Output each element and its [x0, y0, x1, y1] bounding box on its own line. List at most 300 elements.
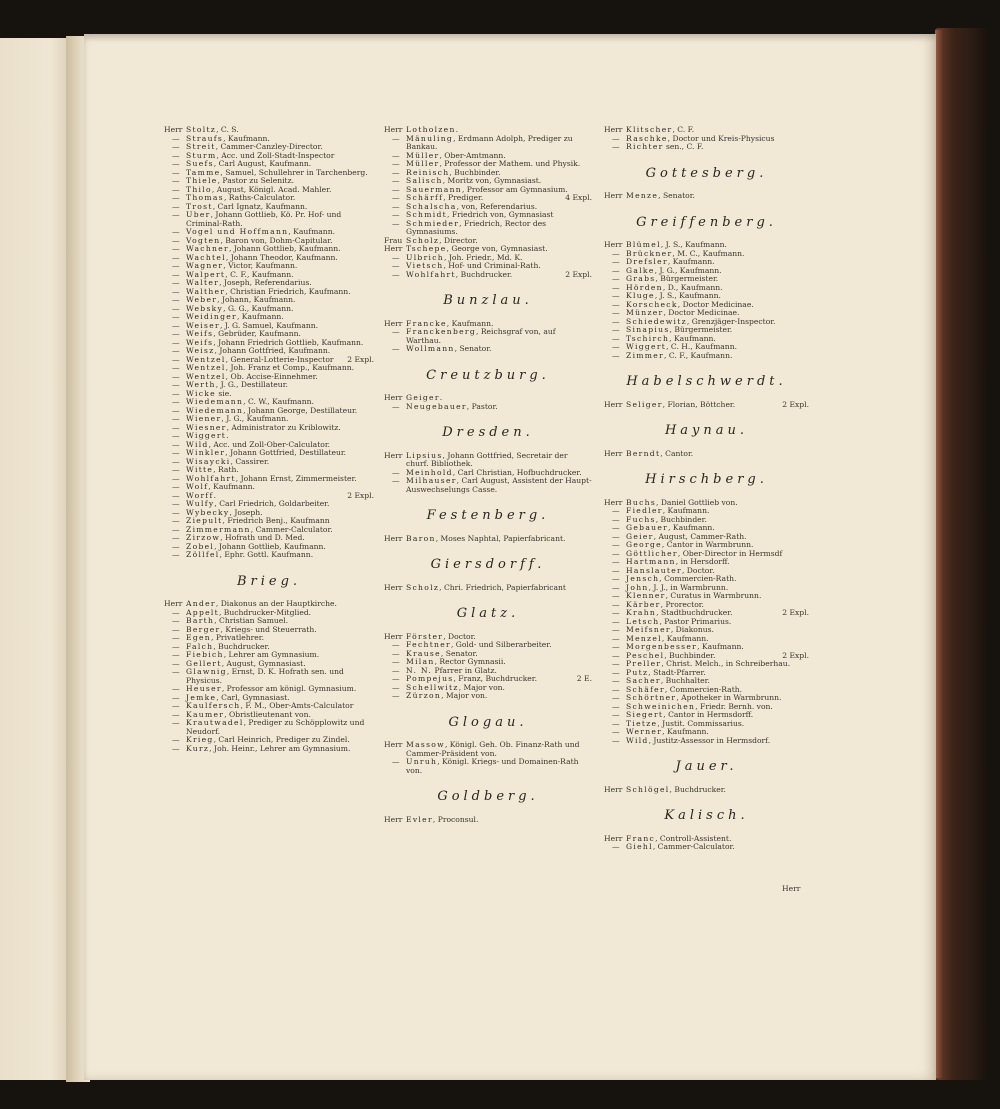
- entry-prefix: —: [172, 261, 180, 270]
- subscriber-name: Franc: [626, 833, 656, 843]
- subscriber-name: Wentzel: [186, 371, 226, 381]
- entry-prefix: Herr: [604, 240, 623, 249]
- subscriber-entry: [384, 452, 592, 469]
- entry-prefix: —: [392, 269, 400, 279]
- subscriber-name: Werner: [626, 727, 663, 736]
- subscriber-details: , Kriegs- und Steuerrath.: [220, 624, 317, 634]
- subscriber-details: , Pastor Primarius.: [659, 616, 732, 626]
- subscriber-name: Trost: [186, 201, 213, 211]
- subscriber-name: Schmidt: [406, 210, 447, 219]
- subscriber-name: Hörden: [626, 282, 663, 292]
- subscriber-entry: [164, 551, 374, 560]
- entry-prefix: —: [392, 757, 400, 766]
- subscriber-details: , Kaufmann.: [662, 506, 710, 515]
- entry-prefix: —: [172, 167, 180, 177]
- subscriber-details: , Prediger zu Schöpplowitz und Neudorf.: [186, 718, 365, 736]
- subscriber-details: , Buchbinder.: [449, 167, 501, 177]
- entry-prefix: —: [612, 248, 620, 258]
- entry-prefix: —: [172, 473, 180, 483]
- entry-prefix: —: [172, 278, 180, 287]
- subscriber-details: , Controll-Assistent.: [655, 833, 732, 843]
- entry-prefix: —: [392, 344, 400, 353]
- subscriber-name: Wild: [186, 439, 209, 449]
- subscriber-details: , Buchbinder.: [655, 514, 707, 524]
- subscriber-name: Gellert: [186, 658, 222, 668]
- entry-prefix: Herr: [384, 582, 403, 592]
- entry-prefix: —: [612, 710, 620, 719]
- entry-prefix: Herr: [384, 125, 403, 134]
- subscriber-name: Milan: [406, 657, 435, 666]
- subscriber-name: Vogten: [186, 235, 221, 245]
- entry-prefix: —: [392, 176, 400, 185]
- subscriber-name: Milhauser: [406, 476, 457, 485]
- subscriber-name: Krieg: [186, 735, 214, 744]
- subscriber-details: , Major von.: [441, 691, 488, 700]
- subscriber-details: .: [213, 490, 217, 500]
- entry-prefix: —: [392, 167, 400, 177]
- subscriber-name: Wiggert: [626, 342, 667, 351]
- subscriber-name: Mänuling: [406, 133, 454, 143]
- subscriber-name: Lipsius: [406, 450, 443, 460]
- subscriber-name: Geier: [626, 531, 654, 541]
- entry-prefix: —: [172, 184, 180, 194]
- subscriber-name: Kurz: [186, 743, 210, 753]
- entry-prefix: —: [172, 499, 180, 508]
- subscriber-name: Schweinichen: [626, 701, 696, 711]
- city-heading: Habelschwerdt.: [626, 374, 787, 389]
- subscriber-name: Korscheck: [626, 299, 678, 309]
- subscriber-details: , Doctor.: [681, 565, 715, 575]
- subscriber-details: , Gebrüder, Kaufmann.: [213, 329, 301, 338]
- subscriber-name: Menzel: [626, 633, 662, 643]
- entry-prefix: Herr: [604, 448, 623, 458]
- subscriber-details: , Friedrich von, Gymnasiast: [447, 210, 554, 219]
- subscriber-name: Sauermann: [406, 184, 462, 194]
- subscriber-name: Berger: [186, 624, 221, 634]
- copies-count: 2 Expl.: [782, 650, 809, 660]
- entry-prefix: —: [172, 405, 180, 415]
- subscriber-details: , Stadt-Pfarrer.: [648, 667, 706, 677]
- subscriber-details: , Johann Gottlieb, Kaufmann.: [214, 541, 326, 551]
- subscriber-name: Brückner: [626, 248, 673, 258]
- subscriber-name: Zobel: [186, 541, 215, 551]
- entry-prefix: —: [612, 599, 620, 609]
- subscriber-details: , Johann Theodor, Kaufmann.: [225, 252, 338, 262]
- entry-prefix: Herr: [384, 533, 403, 543]
- entry-prefix: —: [612, 693, 620, 702]
- entry-prefix: —: [612, 842, 620, 851]
- subscriber-details: , General-Lotterie-Inspector: [225, 354, 334, 364]
- subscriber-name: Tietze: [626, 718, 658, 728]
- entry-prefix: —: [392, 261, 400, 270]
- subscriber-details: , Friedr. Bernh. von.: [695, 701, 773, 711]
- subscriber-details: , Buchbinder.: [664, 650, 716, 660]
- subscriber-name: Evler: [406, 814, 433, 824]
- subscriber-entry: [384, 345, 592, 354]
- subscriber-details: , Friedrich Benj., Kaufmann: [222, 516, 330, 525]
- entry-prefix: Herr: [384, 631, 403, 641]
- subscriber-name: Walpert: [186, 269, 226, 279]
- entry-prefix: —: [172, 456, 180, 466]
- subscriber-details: , von, Referendarius.: [456, 201, 538, 211]
- copies-count: 2 Expl.: [782, 608, 809, 617]
- copies-count: 2 Expl.: [347, 490, 374, 500]
- column-left: [164, 126, 374, 753]
- subscriber-name: Jemke: [186, 692, 217, 702]
- entry-prefix: —: [172, 633, 180, 642]
- subscriber-name: Walther: [186, 286, 226, 296]
- subscriber-name: Krautwadel: [186, 718, 244, 727]
- subscriber-name: Zirzow: [186, 533, 221, 542]
- entry-prefix: —: [392, 150, 400, 160]
- subscriber-details: , Hofrath und D. Med.: [220, 533, 305, 542]
- subscriber-details: , Johann Gottfried, Destillateur.: [225, 448, 347, 457]
- entry-prefix: Herr: [384, 393, 403, 402]
- subscriber-details: , Joh. Friedr., Md. K.: [444, 252, 523, 262]
- subscriber-details: , Buchdrucker.: [669, 784, 726, 794]
- subscriber-name: Weifs: [186, 329, 214, 338]
- subscriber-name: Wiesner: [186, 422, 227, 432]
- entry-prefix: Herr: [384, 450, 403, 460]
- subscriber-details: , Obristlieutenant von.: [224, 709, 311, 719]
- subscriber-details: , Johann Gottfried, Secretair der churf. Bibliothek.: [406, 450, 568, 468]
- entry-prefix: —: [172, 533, 180, 542]
- subscriber-details: , Königl. Geh. Ob. Finanz-Rath und Cammer-Präsident von.: [406, 740, 580, 758]
- subscriber-entry: [604, 143, 809, 152]
- subscriber-details: , Cantor in Warmbrunn.: [661, 540, 754, 549]
- entry-prefix: —: [172, 641, 180, 651]
- subscriber-name: Barth: [186, 616, 215, 625]
- subscriber-details: , Samuel, Schullehrer in Tarchenberg.: [220, 167, 368, 177]
- entry-prefix: —: [172, 320, 180, 330]
- entry-prefix: —: [392, 640, 400, 649]
- subscriber-name: Wybecky: [186, 507, 230, 517]
- subscriber-details: , Friedrich, Rector des Gymnasiums.: [406, 218, 547, 236]
- subscriber-name: Lotholzen: [406, 125, 456, 134]
- catchword: Herr: [782, 884, 801, 893]
- entry-prefix: —: [612, 625, 620, 634]
- book-page: [84, 34, 936, 1080]
- subscriber-name: Scholz: [406, 582, 440, 592]
- entry-prefix: —: [612, 676, 620, 685]
- subscriber-entry: [604, 786, 809, 795]
- subscriber-details: , Johann Ernst, Zimmermeister.: [235, 473, 357, 483]
- city-heading: Glogau.: [448, 714, 528, 730]
- subscriber-name: Menze: [626, 191, 659, 200]
- city-heading: Giersdorff.: [430, 557, 546, 572]
- entry-prefix: —: [612, 291, 620, 300]
- entry-prefix: —: [392, 674, 400, 683]
- subscriber-name: Berndt: [626, 448, 661, 458]
- subscriber-entry: [384, 403, 592, 412]
- subscriber-details: , George von, Gymnasiast.: [446, 244, 548, 253]
- subscriber-details: sen., C. F.: [663, 142, 704, 151]
- entry-prefix: —: [612, 701, 620, 711]
- left-page-edge: [0, 38, 72, 1080]
- entry-prefix: —: [172, 312, 180, 321]
- entry-prefix: —: [172, 448, 180, 457]
- subscriber-details: , Justit. Commissarius.: [657, 718, 745, 728]
- entry-prefix: —: [172, 524, 180, 534]
- subscriber-details: , Professor am königl. Gymnasium.: [221, 684, 357, 693]
- subscriber-name: Franckenberg: [406, 327, 477, 336]
- city-heading: Haynau.: [664, 423, 749, 438]
- subscriber-details: , Kaufmann.: [288, 227, 335, 236]
- entry-prefix: —: [392, 201, 400, 211]
- entry-prefix: —: [612, 557, 620, 566]
- city-heading: Dresden.: [442, 425, 534, 440]
- subscriber-name: Wicke: [186, 388, 216, 398]
- subscriber-details: , Johann Gottlieb, Kö. Pr. Hof- und Criminal-Rath.: [186, 210, 342, 228]
- entry-prefix: —: [612, 574, 620, 583]
- entry-prefix: —: [172, 295, 180, 304]
- subscriber-details: , Franz, Buchdrucker.: [453, 674, 538, 683]
- subscriber-name: Müller: [406, 159, 440, 168]
- entry-prefix: Herr: [384, 244, 403, 253]
- subscriber-name: Krause: [406, 648, 441, 658]
- subscriber-details: Pfarrer in Glatz.: [432, 665, 497, 675]
- subscriber-name: Tamme: [186, 167, 221, 177]
- subscriber-details: , Reichsgraf von, auf Warthau.: [406, 327, 556, 345]
- subscriber-name: Sinapius: [626, 325, 670, 334]
- subscriber-details: , Commercien-Rath.: [659, 574, 737, 583]
- subscriber-name: Sturm: [186, 150, 217, 160]
- subscriber-name: Heuser: [186, 684, 222, 693]
- entry-prefix: —: [172, 159, 180, 168]
- subscriber-details: , Christ. Melch., in Schreiberhau.: [661, 659, 791, 668]
- entry-prefix: —: [172, 286, 180, 296]
- subscriber-details: , Ephr. Gottl. Kaufmann.: [219, 550, 314, 559]
- subscriber-details: , Joh. Heinr., Lehrer am Gymnasium.: [209, 743, 351, 753]
- subscriber-name: Wollmann: [406, 344, 455, 353]
- subscriber-entry: [604, 192, 809, 201]
- subscriber-name: Peschel: [626, 650, 665, 660]
- entry-prefix: —: [172, 650, 180, 659]
- subscriber-details: , Cammer-Calculator.: [652, 842, 735, 851]
- subscriber-details: , Privatlehrer.: [211, 633, 265, 642]
- copies-count: 2 E.: [576, 674, 592, 683]
- subscriber-name: Klenner: [626, 591, 666, 600]
- subscriber-details: sie.: [215, 388, 232, 398]
- entry-prefix: —: [172, 142, 180, 151]
- entry-prefix: —: [612, 142, 620, 151]
- subscriber-entry: [164, 211, 374, 228]
- subscriber-details: , Lehrer am Gymnasium.: [223, 650, 320, 659]
- copies-count: 2 Expl.: [565, 269, 592, 279]
- entry-prefix: Herr: [604, 125, 623, 134]
- entry-prefix: Herr: [384, 814, 403, 824]
- subscriber-name: Sacher: [626, 676, 661, 685]
- subscriber-name: Neugebauer: [406, 401, 467, 411]
- entry-prefix: —: [172, 439, 180, 449]
- subscriber-name: Wisaycki: [186, 456, 231, 466]
- subscriber-details: , Kaufmann.: [662, 727, 709, 736]
- entry-prefix: —: [172, 201, 180, 211]
- subscriber-name: Gebauer: [626, 523, 669, 532]
- subscriber-name: Streit: [186, 142, 216, 151]
- subscriber-details: , Chri. Friedrich, Papierfabricant: [439, 582, 566, 592]
- subscriber-name: Förster: [406, 631, 444, 641]
- entry-prefix: —: [392, 467, 400, 477]
- subscriber-details: , Pastor zu Selenitz.: [217, 176, 295, 185]
- entry-prefix: —: [612, 325, 620, 334]
- subscriber-details: , Commercien-Rath.: [664, 684, 743, 694]
- entry-prefix: Herr: [604, 191, 623, 200]
- entry-prefix: —: [392, 159, 400, 168]
- entry-prefix: Herr: [164, 125, 183, 134]
- subscriber-details: , Joh. Franz et Comp., Kaufmann.: [225, 363, 355, 372]
- subscriber-name: Wiener: [186, 414, 222, 423]
- entry-prefix: —: [612, 506, 620, 515]
- subscriber-name: Wiedemann: [186, 405, 244, 415]
- subscriber-name: Geiger: [406, 393, 440, 402]
- subscriber-details: , Doctor und Kreis-Physicus: [667, 133, 775, 143]
- entry-prefix: —: [612, 735, 620, 745]
- subscriber-entry: [604, 450, 809, 459]
- entry-prefix: —: [392, 218, 400, 228]
- entry-prefix: —: [172, 516, 180, 525]
- subscriber-name: Egen: [186, 633, 211, 642]
- entry-prefix: —: [172, 701, 180, 710]
- subscriber-details: , Buchdrucker.: [455, 269, 513, 279]
- subscriber-name: Wohlfahrt: [186, 473, 236, 483]
- subscriber-details: , Pastor.: [466, 401, 498, 411]
- subscriber-details: , Kaufmann.: [668, 523, 715, 532]
- subscriber-details: , D., Kaufmann.: [662, 282, 723, 292]
- subscriber-name: Putz: [626, 667, 649, 677]
- entry-prefix: —: [172, 550, 180, 559]
- subscriber-details: , Christian Samuel.: [214, 616, 289, 625]
- subscriber-details: , Diakonus.: [670, 625, 714, 634]
- entry-prefix: —: [172, 624, 180, 634]
- subscriber-name: Morgenbesser: [626, 642, 698, 651]
- subscriber-name: Zöllfel: [186, 550, 220, 559]
- subscriber-name: Kärber: [626, 599, 661, 609]
- subscriber-details: , Königl. Kriegs- und Domainen-Rath von.: [406, 757, 579, 775]
- city-heading: Hirschberg.: [645, 472, 768, 487]
- subscriber-name: Wiggert: [186, 431, 227, 440]
- subscriber-details: , Grenzjäger-Inspector.: [686, 316, 776, 326]
- subscriber-details: , J. J., in Warmbrunn.: [648, 582, 729, 592]
- subscriber-details: , Erdmann Adolph, Prediger zu Bankau.: [406, 133, 573, 151]
- entry-prefix: —: [612, 684, 620, 694]
- subscriber-details: , G. G., Kaufmann.: [223, 303, 294, 313]
- subscriber-name: Ander: [186, 599, 216, 608]
- entry-prefix: —: [172, 709, 180, 719]
- subscriber-details: , August, Königl. Acad. Mahler.: [211, 184, 332, 194]
- entry-prefix: —: [392, 665, 400, 675]
- subscriber-details: , Johann George, Destillateur.: [243, 405, 358, 415]
- entry-prefix: —: [172, 133, 180, 143]
- entry-prefix: —: [172, 692, 180, 702]
- subscriber-name: Kaumer: [186, 709, 225, 719]
- entry-prefix: —: [612, 333, 620, 343]
- entry-prefix: —: [172, 743, 180, 753]
- entry-prefix: —: [612, 540, 620, 549]
- subscriber-details: , Carl August, Assistent der Haupt-Auswechselungs Casse.: [406, 476, 592, 494]
- subscriber-details: , Rector Gymnasii.: [434, 657, 506, 666]
- city-heading: Greiffenberg.: [636, 214, 777, 230]
- entry-prefix: —: [392, 252, 400, 262]
- subscriber-details: , Johann Friedrich Gottlieb, Kaufmann.: [213, 337, 364, 347]
- subscriber-details: , Bürgermeister.: [655, 274, 719, 283]
- entry-prefix: —: [612, 265, 620, 275]
- subscriber-details: , J. G. Samuel, Kaufmann.: [219, 320, 319, 330]
- entry-prefix: —: [172, 227, 180, 236]
- entry-prefix: —: [612, 299, 620, 309]
- subscriber-name: Uber: [186, 210, 211, 219]
- subscriber-name: Schiedewitz: [626, 316, 687, 326]
- entry-prefix: —: [172, 735, 180, 744]
- subscriber-name: Vogel und Hoffmann: [186, 227, 289, 236]
- entry-prefix: —: [172, 541, 180, 551]
- subscriber-details: , Doctor.: [443, 631, 476, 641]
- subscriber-details: , Kaufmann.: [669, 333, 716, 343]
- entry-prefix: —: [612, 308, 620, 317]
- subscriber-details: , Daniel Gottlieb von.: [656, 497, 738, 507]
- subscriber-details: , C. F., Kaufmann.: [225, 269, 294, 279]
- subscriber-name: Drefsler: [626, 257, 668, 266]
- subscriber-details: , C. F.: [672, 125, 695, 134]
- subscriber-name: Fiedler: [626, 506, 663, 515]
- entry-prefix: Herr: [384, 318, 403, 328]
- entry-prefix: —: [172, 329, 180, 338]
- subscriber-name: Witte: [186, 465, 214, 474]
- subscriber-details: , J. S., Kaufmann.: [654, 291, 721, 300]
- subscriber-details: , J. S., Kaufmann.: [660, 240, 727, 249]
- subscriber-details: , Director.: [439, 235, 478, 245]
- subscriber-name: Buchs: [626, 497, 657, 507]
- entry-prefix: —: [612, 548, 620, 558]
- subscriber-details: , Baron von, Dohm-Capitular.: [220, 235, 333, 245]
- subscriber-name: Suefs: [186, 159, 214, 168]
- subscriber-details: , Kaufmann.: [223, 133, 270, 143]
- subscriber-details: , Florian, Böttcher.: [662, 399, 736, 409]
- entry-prefix: Herr: [604, 784, 623, 794]
- column-middle: [384, 126, 592, 824]
- subscriber-name: Wohlfahrt: [406, 269, 456, 279]
- subscriber-details: , Bürgermeister.: [669, 325, 733, 334]
- subscriber-details: , Professor am Gymnasium.: [461, 184, 568, 194]
- entry-prefix: —: [392, 193, 400, 202]
- subscriber-details: , Kaufmann.: [697, 642, 744, 651]
- entry-prefix: —: [172, 718, 180, 727]
- entry-prefix: —: [172, 269, 180, 279]
- subscriber-name: Thilo: [186, 184, 212, 194]
- subscriber-name: Zimmermann: [186, 524, 251, 534]
- subscriber-name: Glawnig: [186, 667, 227, 676]
- subscriber-details: , Ober-Amtmann.: [439, 150, 506, 160]
- subscriber-name: Richter: [626, 142, 664, 151]
- entry-prefix: —: [172, 337, 180, 347]
- entry-prefix: —: [172, 482, 180, 491]
- subscriber-name: Galke: [626, 265, 655, 275]
- entry-prefix: —: [172, 431, 180, 440]
- subscriber-name: Hartmann: [626, 557, 676, 566]
- entry-prefix: —: [612, 523, 620, 532]
- subscriber-name: Kluge: [626, 291, 655, 300]
- subscriber-details: , Apotheker in Warmbrunn.: [676, 693, 782, 702]
- entry-prefix: Herr: [164, 599, 183, 608]
- subscriber-details: , Raths-Calculator.: [223, 193, 296, 202]
- subscriber-details: , Gold- und Silberarbeiter.: [450, 640, 552, 649]
- subscriber-details: , August, Cammer-Rath.: [653, 531, 747, 541]
- subscriber-entry: [604, 401, 809, 410]
- subscriber-details: , Kaufmann.: [661, 633, 709, 643]
- subscriber-details: , Carl, Gymnasiast.: [216, 692, 290, 702]
- subscriber-entry: [164, 719, 374, 736]
- subscriber-name: Wolf: [186, 482, 209, 491]
